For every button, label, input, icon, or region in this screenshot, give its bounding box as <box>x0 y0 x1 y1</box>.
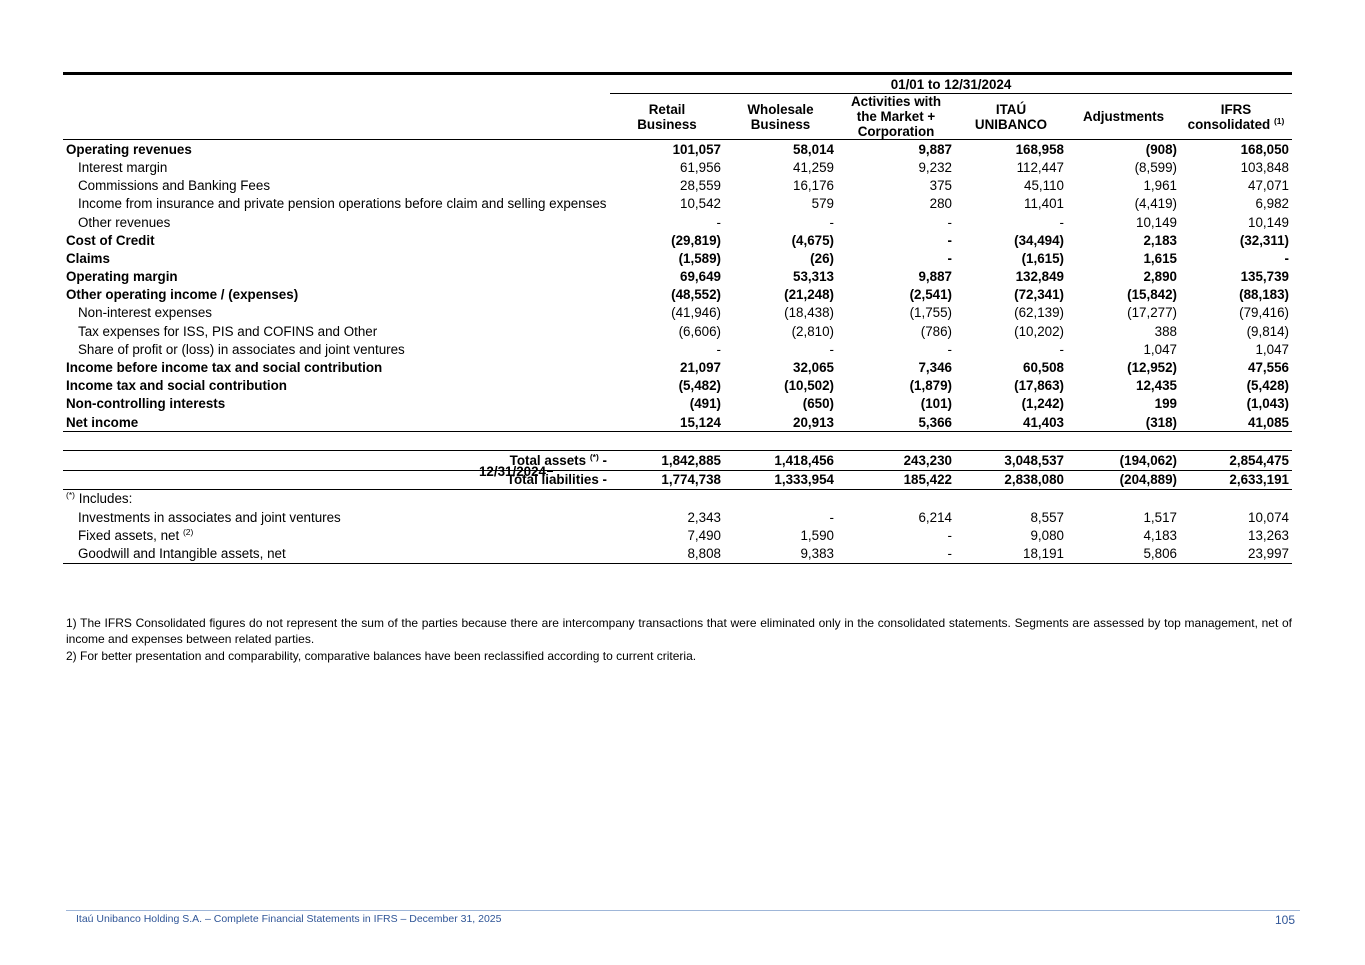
value-cell: (72,341) <box>1014 287 1064 303</box>
row-label: Operating margin <box>66 269 178 285</box>
value-cell: (10,202) <box>1014 323 1064 339</box>
value-cell: 132,849 <box>1015 269 1064 285</box>
col-header-market-corporation: Activities with the Market + Corporation <box>837 94 955 140</box>
total-liabilities-ifrs: 2,633,191 <box>1180 470 1292 489</box>
value-cell: (1,755) <box>909 305 952 321</box>
includes-row <box>63 508 1292 526</box>
value-cell: - <box>829 341 834 357</box>
value-cell: 23,997 <box>1180 544 1292 563</box>
value-cell: (18,438) <box>784 305 834 321</box>
total-assets-adjustments: (194,062) <box>1067 451 1180 470</box>
row-label: Operating revenues <box>66 141 192 157</box>
value-cell: 12,435 <box>1136 378 1177 394</box>
value-cell: 9,232 <box>918 159 952 175</box>
value-cell: 1,047 <box>1255 341 1289 357</box>
table-row <box>63 304 1292 322</box>
table-row <box>63 195 1292 213</box>
table-row <box>63 413 1292 432</box>
value-cell: (17,863) <box>1014 378 1064 394</box>
value-cell: (2,810) <box>791 323 834 339</box>
value-cell: (41,946) <box>671 305 721 321</box>
value-cell: - <box>947 250 952 266</box>
value-cell: 9,887 <box>918 141 952 157</box>
period-header: 01/01 to 12/31/2024 <box>610 74 1292 94</box>
row-label: Share of profit or (loss) in associates and joint ventures <box>78 341 405 357</box>
value-cell: 53,313 <box>793 269 834 285</box>
value-cell: 2,183 <box>1143 232 1177 248</box>
value-cell: (101) <box>920 396 952 412</box>
value-cell: 28,559 <box>680 178 721 194</box>
value-cell: 5,366 <box>837 413 955 432</box>
value-cell: (2,541) <box>909 287 952 303</box>
date-connector <box>547 471 553 472</box>
value-cell: - <box>947 232 952 248</box>
period-header-row <box>63 74 1292 94</box>
value-cell: 103,848 <box>1240 159 1289 175</box>
row-label: Other operating income / (expenses) <box>66 287 299 303</box>
value-cell: (79,416) <box>1239 305 1289 321</box>
value-cell: (1,589) <box>678 250 721 266</box>
page-number: 105 <box>1274 913 1295 927</box>
value-cell: 168,958 <box>1015 141 1064 157</box>
footnote-2: 2) For better presentation and comparability, comparative balances have been reclassified according to current criteria. <box>66 649 697 663</box>
value-cell: (908) <box>1145 141 1177 157</box>
row-label: Claims <box>66 250 110 266</box>
row-label: Interest margin <box>78 159 168 175</box>
value-cell: 6,982 <box>1255 196 1289 212</box>
value-cell: 10,149 <box>1136 214 1177 230</box>
value-cell: 112,447 <box>1016 159 1064 175</box>
value-cell: 9,887 <box>918 269 952 285</box>
value-cell: 61,956 <box>680 159 721 175</box>
value-cell: 20,913 <box>724 413 837 432</box>
value-cell: 4,183 <box>1143 527 1177 543</box>
footnote-1: 1) The IFRS Consolidated figures do not represent the sum of the parties because there are intercompany transactions that were eliminated only in the consolidated statements. Segments are assessed by top management, net of income and expenses between related parties. <box>66 616 1292 646</box>
value-cell: (6,606) <box>678 323 721 339</box>
row-label: Other revenues <box>78 214 171 230</box>
value-cell: 41,259 <box>793 159 834 175</box>
value-cell: 1,517 <box>1143 509 1177 525</box>
value-cell: (786) <box>920 323 952 339</box>
value-cell: 579 <box>811 196 834 212</box>
table-row <box>63 395 1292 413</box>
total-assets-itau: 3,048,537 <box>955 451 1067 470</box>
value-cell: 10,542 <box>680 196 721 212</box>
includes-row <box>63 544 1292 563</box>
value-cell: (5,482) <box>678 378 721 394</box>
value-cell: (318) <box>1067 413 1180 432</box>
value-cell: (1,242) <box>1021 396 1064 412</box>
total-liabilities-retail: 1,774,738 <box>610 470 724 489</box>
value-cell: 10,074 <box>1248 509 1289 525</box>
value-cell: 7,490 <box>687 527 721 543</box>
value-cell: 13,263 <box>1248 527 1289 543</box>
value-cell: 8,808 <box>610 544 724 563</box>
total-assets-wholesale: 1,418,456 <box>724 451 837 470</box>
table-row <box>63 213 1292 231</box>
value-cell: (1,615) <box>1021 250 1064 266</box>
row-label: Cost of Credit <box>66 232 155 248</box>
col-header-retail: Retail Business <box>610 94 724 140</box>
value-cell: (8,599) <box>1134 159 1177 175</box>
value-cell: 8,557 <box>1030 509 1064 525</box>
value-cell: 60,508 <box>1023 360 1064 376</box>
value-cell: (26) <box>810 250 834 266</box>
value-cell: 135,739 <box>1240 269 1289 285</box>
value-cell: 47,556 <box>1248 360 1289 376</box>
value-cell: 15,124 <box>610 413 724 432</box>
col-header-itau-unibanco: ITAÚ UNIBANCO <box>955 94 1067 140</box>
value-cell: (21,248) <box>784 287 834 303</box>
value-cell: (4,675) <box>791 232 834 248</box>
value-cell: 1,590 <box>800 527 834 543</box>
table-row <box>63 358 1292 376</box>
value-cell: 32,065 <box>793 360 834 376</box>
value-cell: - <box>1059 341 1064 357</box>
total-assets-retail: 1,842,885 <box>610 451 724 470</box>
value-cell: - <box>829 214 834 230</box>
value-cell: 7,346 <box>918 360 952 376</box>
value-cell: (491) <box>689 396 721 412</box>
value-cell: - <box>1284 250 1289 266</box>
value-cell: (4,419) <box>1134 196 1177 212</box>
value-cell: 47,071 <box>1248 178 1289 194</box>
value-cell: 10,149 <box>1248 214 1289 230</box>
total-liabilities-wholesale: 1,333,954 <box>724 470 837 489</box>
income-statement-body <box>63 140 1292 432</box>
value-cell: 1,615 <box>1143 250 1177 266</box>
row-label: Commissions and Banking Fees <box>78 178 271 194</box>
includes-row-label: Fixed assets, net $^{(2)}$ <box>78 526 194 543</box>
table-row <box>63 140 1292 159</box>
value-cell: 21,097 <box>680 360 721 376</box>
table-row <box>63 286 1292 304</box>
value-cell: 69,649 <box>680 269 721 285</box>
total-assets-label-cell: 12/31/2024 Total assets (*) - <box>63 451 610 470</box>
table-row <box>63 268 1292 286</box>
value-cell: - <box>1059 214 1064 230</box>
row-label: Non-interest expenses <box>78 305 212 321</box>
includes-row-label: Goodwill and Intangible assets, net <box>63 544 610 563</box>
value-cell: 168,050 <box>1240 141 1289 157</box>
value-cell: (9,814) <box>1246 323 1289 339</box>
value-cell: (17,277) <box>1127 305 1177 321</box>
table-row <box>63 231 1292 249</box>
value-cell: 2,343 <box>687 509 721 525</box>
value-cell: (1,879) <box>909 378 952 394</box>
footer-text: Itaú Unibanco Holding S.A. – Complete Financial Statements in IFRS – December 31, 2025 <box>76 913 502 925</box>
table-row <box>63 340 1292 358</box>
includes-heading: (*) Includes: <box>66 490 133 507</box>
total-liabilities-itau: 2,838,080 <box>955 470 1067 489</box>
footer-divider <box>66 910 1300 911</box>
row-label: Income tax and social contribution <box>66 378 287 394</box>
balance-body <box>63 432 1292 508</box>
value-cell: 6,214 <box>918 509 952 525</box>
total-assets-market: 243,230 <box>837 451 955 470</box>
value-cell: (15,842) <box>1127 287 1177 303</box>
value-cell: 41,085 <box>1180 413 1292 432</box>
value-cell: 9,383 <box>724 544 837 563</box>
total-liabilities-market: 185,422 <box>837 470 955 489</box>
value-cell: (5,428) <box>1246 378 1289 394</box>
value-cell: 101,057 <box>672 141 721 157</box>
balance-date: 12/31/2024 <box>478 464 546 480</box>
total-assets-ifrs: 2,854,475 <box>1180 451 1292 470</box>
value-cell: 11,401 <box>1024 196 1064 212</box>
value-cell: - <box>716 341 721 357</box>
value-cell: (12,952) <box>1127 360 1177 376</box>
includes-heading-row <box>63 489 1292 508</box>
value-cell: (1,043) <box>1246 396 1289 412</box>
table-row <box>63 177 1292 195</box>
col-header-ifrs-consolidated: IFRS consolidated $^{(1)}$ <box>1180 94 1292 140</box>
value-cell: 45,110 <box>1024 178 1064 194</box>
value-cell: - <box>716 214 721 230</box>
total-assets-row <box>63 451 1292 470</box>
value-cell: 5,806 <box>1067 544 1180 563</box>
column-header-row <box>63 94 1292 140</box>
segment-income-table <box>63 72 1292 564</box>
table-row <box>63 322 1292 340</box>
value-cell: - <box>947 214 952 230</box>
row-label: Income from insurance and private pension operations before claim and selling expenses <box>78 196 607 212</box>
value-cell: (34,494) <box>1014 232 1064 248</box>
col-header-wholesale: Wholesale Business <box>724 94 837 140</box>
row-label: Income before income tax and social contribution <box>66 360 383 376</box>
value-cell: - <box>947 527 952 543</box>
row-label: Net income <box>63 413 610 432</box>
includes-row <box>63 526 1292 544</box>
value-cell: 9,080 <box>1030 527 1064 543</box>
value-cell: 375 <box>929 178 952 194</box>
value-cell: 2,890 <box>1143 269 1177 285</box>
value-cell: 41,403 <box>955 413 1067 432</box>
total-liabilities-row <box>63 470 1292 489</box>
table-row <box>63 158 1292 176</box>
col-header-adjustments: Adjustments <box>1067 94 1180 140</box>
value-cell: 1,961 <box>1143 178 1177 194</box>
value-cell: 199 <box>1154 396 1177 412</box>
value-cell: - <box>947 341 952 357</box>
value-cell: 58,014 <box>793 141 834 157</box>
value-cell: (32,311) <box>1239 232 1289 248</box>
total-liabilities-adjustments: (204,889) <box>1067 470 1180 489</box>
row-label: Non-controlling interests <box>66 396 226 412</box>
includes-row-label: Investments in associates and joint ventures <box>78 509 341 525</box>
value-cell: 388 <box>1154 323 1177 339</box>
value-cell: (650) <box>802 396 834 412</box>
value-cell: (48,552) <box>671 287 721 303</box>
value-cell: - <box>829 509 834 525</box>
includes-body <box>63 508 1292 563</box>
value-cell: 18,191 <box>955 544 1067 563</box>
value-cell: (88,183) <box>1239 287 1289 303</box>
value-cell: (10,502) <box>784 378 834 394</box>
value-cell: 280 <box>929 196 952 212</box>
value-cell: (62,139) <box>1014 305 1064 321</box>
row-label: Tax expenses for ISS, PIS and COFINS and Other <box>78 323 378 339</box>
value-cell: 1,047 <box>1143 341 1177 357</box>
table-row <box>63 377 1292 395</box>
total-liabilities-label: Total liabilities - <box>63 470 610 489</box>
value-cell: (29,819) <box>671 232 721 248</box>
value-cell: 16,176 <box>793 178 834 194</box>
table-row <box>63 249 1292 267</box>
value-cell: - <box>837 544 955 563</box>
